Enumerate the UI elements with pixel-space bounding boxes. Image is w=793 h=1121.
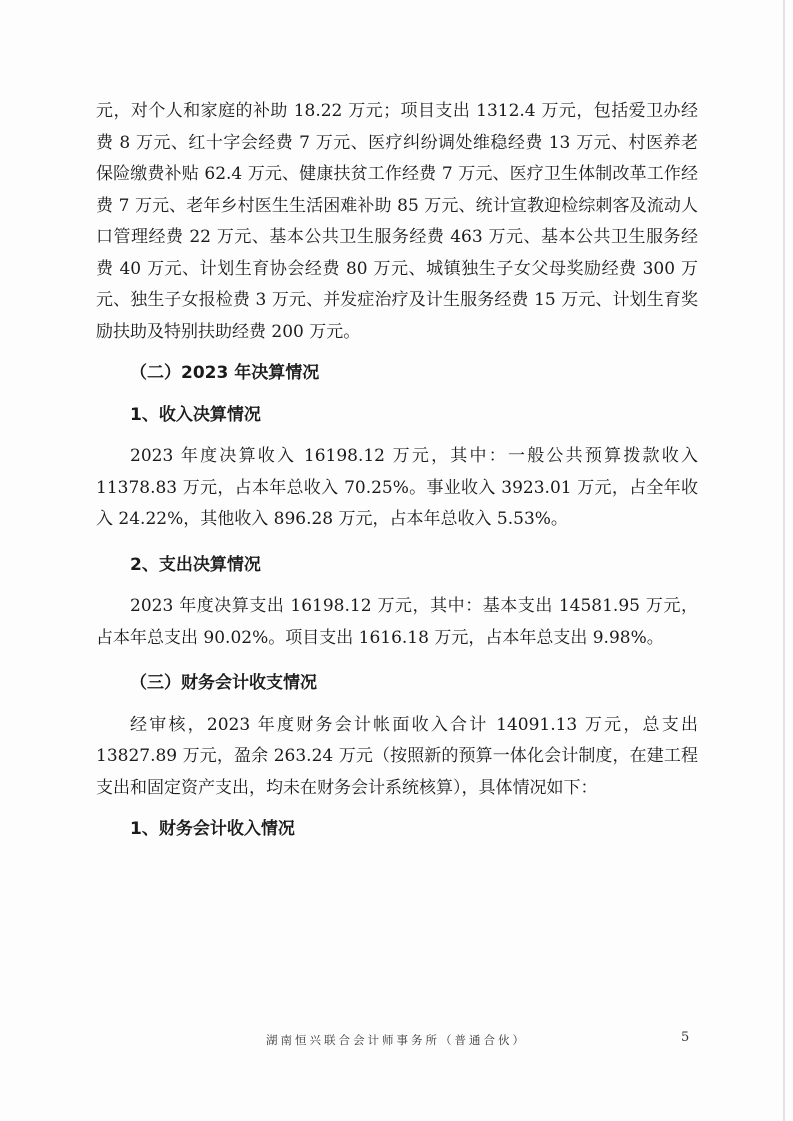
paragraph-income-final: 2023 年度决算收入 16198.12 万元，其中：一般公共预算拨款收入 11378.83 万元，占本年总收入 70.25%。事业收入 3923.01 万元，占全年收入 24.22%，其他收入 896.28 万元，占本年总收入 5.53%。	[96, 446, 698, 529]
paragraph-expense-final: 2023 年度决算支出 16198.12 万元，其中：基本支出 14581.95 万元，占本年总支出 90.02%。项目支出 1616.18 万元，占本年总支出 9.98%。	[96, 596, 698, 648]
heading-accounting-income: 1、财务会计收入情况	[130, 819, 295, 839]
heading-2023-final-accounts: （二）2023 年决算情况	[130, 363, 320, 383]
heading-expense-final: 2、支出决算情况	[130, 554, 261, 575]
footer-firm-name: 湖南恒兴联合会计师事务所（普通合伙）	[266, 1033, 527, 1047]
page-content	[96, 96, 698, 846]
paragraph-financial-accounting: 经审核，2023 年度财务会计帐面收入合计 14091.13 万元，总支出 13827.89 万元，盈余 263.24 万元（按照新的预算一体化会计制度，在建工程支出和固定资产支出，均未在财务会计系统核算），具体情况如下：	[96, 714, 698, 798]
page-number: 5	[681, 1030, 690, 1045]
heading-financial-accounting: （三）财务会计收支情况	[130, 673, 317, 693]
heading-income-final: 1、收入决算情况	[130, 404, 261, 425]
scan-edge	[783, 0, 785, 1121]
paragraph-project-expenditure: 元，对个人和家庭的补助 18.22 万元；项目支出 1312.4 万元，包括爱卫办经费 8 万元、红十字会经费 7 万元、医疗纠纷调处维稳经费 13 万元、村医养老保险缴费补贴 62.4 万元、健康扶贫工作经费 7 万元、医疗卫生体制改革工作经费 7 万元、老年乡村医生生活困难补助 85 万元、统计宣教迎检综刺客及流动人口管理经费 22 万元、基本公共卫生服务经费 463 万元、基本公共卫生服务经费 40 万元、计划生育协会经费 80 万元、城镇独生子女父母奖励经费 300 万元、独生子女报检费 3 万元、并发症治疗及计生服务经费 15 万元、计划生育奖励扶助及特别扶助经费 200 万元。	[96, 101, 699, 342]
